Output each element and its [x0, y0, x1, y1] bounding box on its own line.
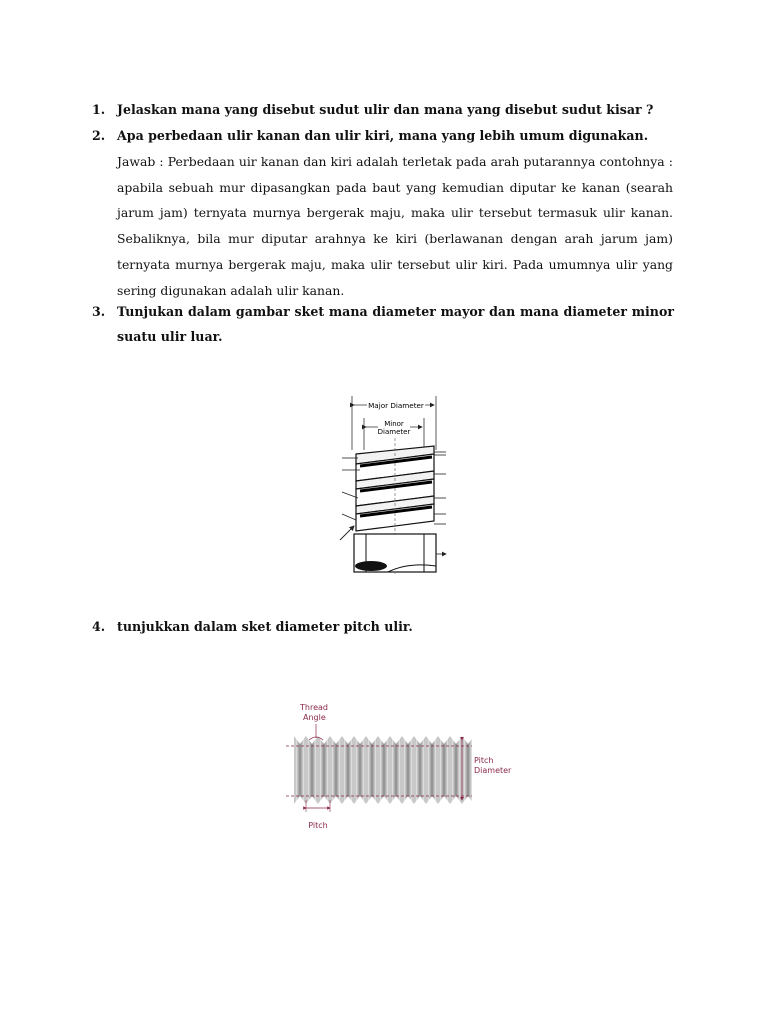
thread-groove	[308, 738, 316, 802]
thread-groove	[356, 738, 364, 802]
question-4	[92, 614, 674, 639]
pitch-diameter-label-line2: Diameter	[474, 766, 512, 775]
thread-angle-label-line2: Angle	[303, 713, 326, 722]
thread-angle-label-line1: Thread	[300, 703, 328, 712]
thread-groove	[392, 738, 400, 802]
thread-groove	[440, 738, 448, 802]
question-3	[92, 299, 674, 349]
thread-groove	[332, 738, 340, 802]
pitch-diameter-label-line1: Pitch	[474, 756, 494, 765]
thread-groove	[416, 738, 424, 802]
question-text: Jelaskan mana yang disebut sudut ulir dan mana yang disebut sudut kisar ?	[117, 102, 654, 117]
question-1	[92, 97, 674, 122]
minor-diameter-label-line1: Minor	[384, 420, 404, 428]
thread-groove	[344, 738, 352, 802]
question-number: 4.	[92, 619, 106, 634]
pitch-diameter-figure	[286, 700, 512, 832]
question-2	[92, 123, 674, 148]
threaded-rod-sketch	[286, 700, 512, 832]
thread-groove	[380, 738, 388, 802]
question-number: 2.	[92, 128, 106, 143]
pitch-label: Pitch	[308, 821, 328, 830]
question-number: 3.	[92, 304, 106, 319]
thread-groove	[452, 738, 460, 802]
thread-groove	[368, 738, 376, 802]
question-text: tunjukkan dalam sket diameter pitch ulir.	[117, 619, 413, 634]
thread-groove	[404, 738, 412, 802]
thread-groove	[320, 738, 328, 802]
major-diameter-label: Major Diameter	[368, 401, 424, 410]
screw-thread-sketch	[338, 394, 450, 580]
thread-groove	[464, 738, 472, 802]
question-text: Apa perbedaan ulir kanan dan ulir kiri, mana yang lebih umum digunakan.	[117, 128, 649, 143]
minor-diameter-label-line2: Diameter	[377, 428, 411, 436]
question-text: Tunjukan dalam gambar sket mana diameter mayor dan mana diameter minor suatu ulir luar.	[117, 304, 674, 344]
thread-groove	[428, 738, 436, 802]
answer-paragraph: Jawab : Perbedaan uir kanan dan kiri adalah terletak pada arah putarannya contohnya : apabila sebuah mur dipasangkan pada baut yang kemudian diputar ke kanan (searah jarum jam) ternyata murnya bergerak maju, maka ulir tersebut termasuk ulir kanan. Sebaliknya, bila mur diputar arahnya ke kiri (berlawanan dengan arah jarum jam) ternyata murnya bergerak maju, maka ulir tersebut ulir kiri. Pada umumnya ulir yang sering digunakan adalah ulir kanan.	[117, 154, 673, 298]
major-minor-diameter-figure	[338, 394, 450, 580]
question-number: 1.	[92, 102, 106, 117]
thread-groove	[296, 738, 304, 802]
